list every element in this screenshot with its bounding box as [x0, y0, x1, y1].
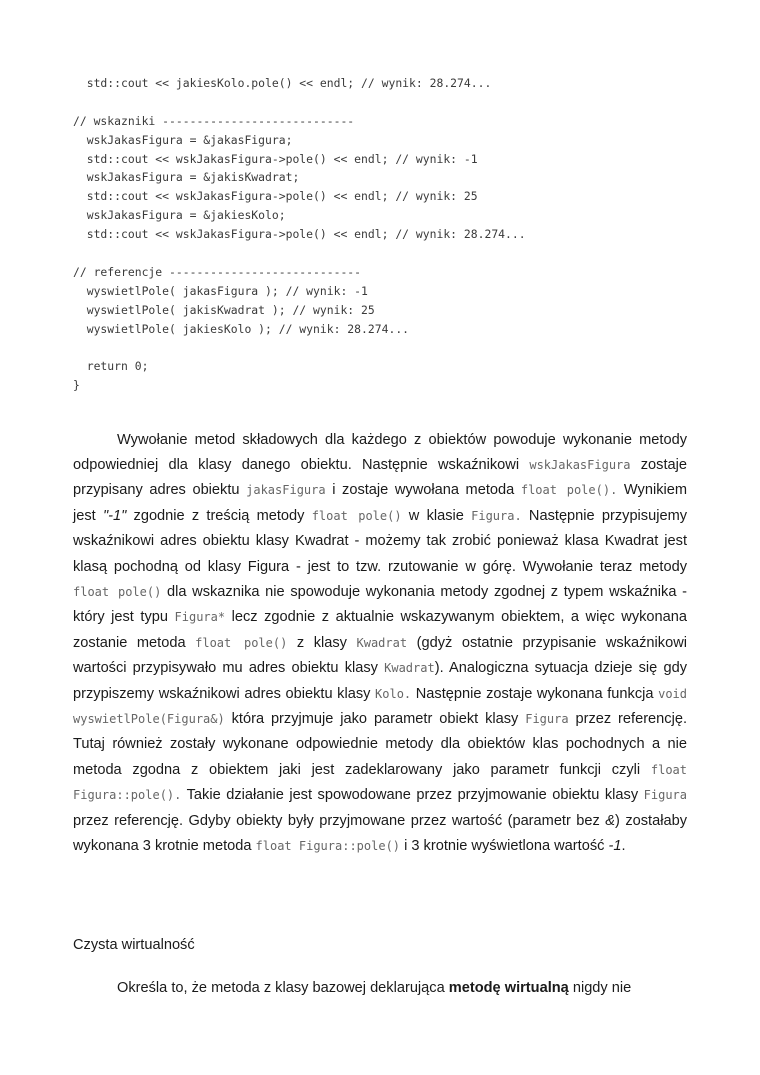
inline-code: Figura*	[174, 610, 226, 625]
code-line: wskJakasFigura = &jakasFigura;	[73, 132, 293, 147]
text-run: z klasy	[287, 634, 357, 651]
code-line: std::cout << wskJakasFigura->pole() << endl; // wynik: 25	[73, 189, 478, 204]
next-paragraph	[73, 976, 687, 1001]
text-run: ). Analogiczna sytuacja dzieje się gdy przypiszemy wskaźnikowi adres obiektu klasy	[73, 660, 687, 702]
inline-code: float Figura::pole()	[255, 839, 401, 854]
text-run: zgodnie z treścią metody	[126, 507, 312, 524]
emphasis: "-1"	[102, 507, 127, 524]
code-line: wyswietlPole( jakasFigura ); // wynik: -1	[73, 283, 368, 298]
inline-code: Kwadrat	[356, 635, 408, 650]
inline-code: float pole()	[73, 585, 162, 600]
inline-code: jakasFigura	[246, 483, 326, 498]
inline-code: float pole()	[195, 635, 288, 650]
text-run: Takie działanie jest spowodowane przez przyjmowanie obiektu klasy	[181, 787, 644, 804]
code-listing	[73, 74, 526, 395]
text-run: Wywołanie metod składowych dla każdego z obiektów powoduje wykonanie metody odpowiedniej dla klasy danego obiektu. Następnie wskaźnikowi	[73, 431, 687, 473]
code-line: wyswietlPole( jakisKwadrat ); // wynik: 25	[73, 302, 375, 317]
inline-code: void wyswietlPole(Figura&)	[73, 686, 687, 727]
text-run: w klasie	[401, 507, 472, 524]
inline-code: Kolo.	[375, 686, 412, 701]
code-line	[73, 338, 526, 357]
code-line: wskJakasFigura = &jakisKwadrat;	[73, 170, 300, 185]
code-line: std::cout << wskJakasFigura->pole() << endl; // wynik: -1	[73, 151, 478, 166]
text-run: która przyjmuje jako parametr obiekt klasy	[224, 711, 526, 728]
text-run: dla wskaznika nie spowoduje wykonania metody zgodnej z typem wskaźnika - który jest typu	[73, 584, 687, 626]
code-line: std::cout << wskJakasFigura->pole() << endl; // wynik: 28.274...	[73, 227, 526, 242]
inline-code: float pole().	[520, 483, 618, 498]
explanation-paragraph	[73, 428, 687, 860]
emphasis: -1	[608, 838, 622, 855]
text-run: Następnie przypisujemy wskaźnikowi adres obiektu klasy Kwadrat - możemy tak zrobić ponieważ klasa Kwadrat jest klasą pochodną od klasy Figura - jest to tzw. rzutowanie w górę. Wywołanie teraz metody	[73, 507, 688, 575]
inline-code: Kwadrat	[384, 661, 435, 676]
section-heading: Czysta wirtualność	[73, 937, 195, 953]
text-run: .	[621, 838, 626, 855]
text-run: i 3 krotnie wyświetlona wartość	[400, 838, 609, 855]
emphasis: &	[605, 812, 616, 829]
code-line	[73, 244, 526, 263]
inline-code: float pole()	[311, 508, 402, 523]
inline-code: Figura	[525, 712, 569, 727]
inline-code: wskJakasFigura	[529, 458, 631, 472]
code-line: // wskazniki ----------------------------	[73, 113, 355, 128]
text-run: i zostaje wywołana metoda	[325, 482, 521, 499]
code-line: // referencje ----------------------------	[73, 264, 362, 279]
text-run: ) zostałaby wykonana 3 krotnie metoda	[73, 812, 687, 855]
text-run: Określa to, że metoda z klasy bazowej deklarująca	[117, 979, 449, 996]
text-run: przez referencję. Tutaj również zostały wykonane odpowiednie metody dla obiektów klas pochodnych a nie metoda zgodna z obiektem jaki jest zadeklarowany jako parametr funkcji czyli	[73, 711, 687, 778]
code-line: }	[73, 378, 80, 393]
code-line: wyswietlPole( jakiesKolo ); // wynik: 28.274...	[73, 321, 410, 336]
text-run: Wynikiem jest	[73, 482, 688, 524]
text-run: zostaje przypisany adres obiektu	[73, 457, 687, 499]
code-line	[73, 93, 526, 112]
text-run: lecz zgodnie z aktualnie wskazywanym obiektem, a więc wykonana zostanie metoda	[73, 609, 687, 651]
code-line: return 0;	[73, 359, 149, 374]
inline-code: float Figura::pole().	[73, 762, 687, 803]
code-line: std::cout << jakiesKolo.pole() << endl; // wynik: 28.274...	[73, 76, 492, 90]
text-run: Następnie zostaje wykonana funkcja	[411, 685, 659, 702]
text-run: nigdy nie	[568, 979, 632, 996]
inline-code: Figura	[643, 788, 687, 803]
code-line: wskJakasFigura = &jakiesKolo;	[73, 208, 286, 223]
inline-code: Figura.	[471, 508, 522, 523]
text-run: (gdyż ostatnie przypisanie wskaźnikowi wartości przypisywało mu adres obiektu klasy	[73, 634, 687, 677]
text-run: przez referencję. Gdyby obiekty były przyjmowane przez wartość (parametr bez	[73, 812, 606, 829]
bold-term: metodę wirtualną	[448, 979, 569, 996]
